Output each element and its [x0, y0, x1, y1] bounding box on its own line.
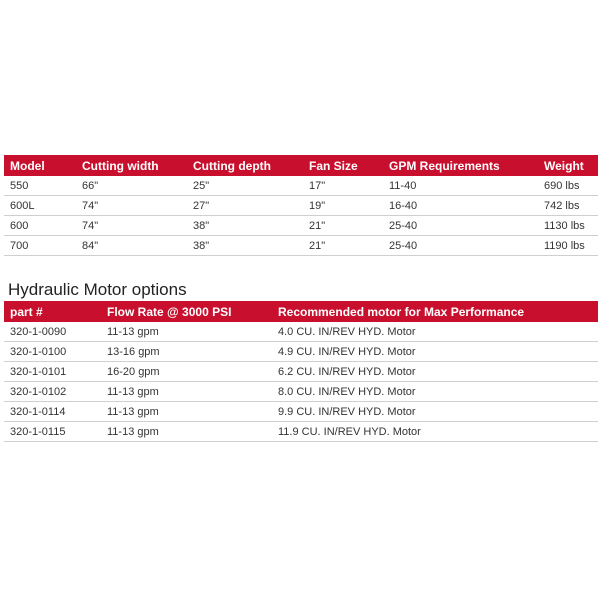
recommended-motor-cell: 8.0 CU. IN/REV HYD. Motor [278, 385, 416, 398]
table-row [4, 362, 598, 382]
part-number-cell: 320-1-0102 [10, 385, 67, 398]
cutting-width-cell: 74" [82, 219, 99, 232]
cutting-depth-cell: 27" [193, 199, 210, 212]
model-cell: 700 [10, 239, 29, 252]
gpm-cell: 25-40 [389, 219, 418, 232]
part-number-cell: 320-1-0090 [10, 325, 67, 338]
part-number-cell: 320-1-0115 [10, 425, 66, 438]
flow-rate-cell: 11-13 gpm [107, 405, 159, 418]
weight-cell: 690 lbs [544, 179, 580, 192]
header-weight: Weight [544, 158, 584, 173]
fan-size-cell: 21" [309, 219, 326, 232]
recommended-motor-cell: 11.9 CU. IN/REV HYD. Motor [278, 425, 421, 438]
flow-rate-cell: 11-13 gpm [107, 325, 159, 338]
gpm-cell: 11-40 [389, 179, 417, 192]
section-title: Hydraulic Motor options [8, 280, 187, 299]
motor-table [4, 301, 598, 442]
table-row [4, 342, 598, 362]
recommended-motor-cell: 9.9 CU. IN/REV HYD. Motor [278, 405, 416, 418]
weight-cell: 1190 lbs [544, 239, 585, 252]
flow-rate-cell: 11-13 gpm [107, 385, 159, 398]
recommended-motor-cell: 6.2 CU. IN/REV HYD. Motor [278, 365, 416, 378]
motor-table-header [4, 301, 598, 322]
header-part-number: part # [10, 304, 43, 319]
gpm-cell: 16-40 [389, 199, 418, 212]
header-gpm-requirements: GPM Requirements [389, 158, 500, 173]
cutting-width-cell: 74" [82, 199, 99, 212]
gpm-cell: 25-40 [389, 239, 418, 252]
weight-cell: 1130 lbs [544, 219, 585, 232]
weight-cell: 742 lbs [544, 199, 580, 212]
flow-rate-cell: 13-16 gpm [107, 345, 160, 358]
table-row [4, 216, 598, 236]
table-row [4, 382, 598, 402]
table-row [4, 402, 598, 422]
cutting-width-cell: 84" [82, 239, 99, 252]
model-cell: 550 [10, 179, 29, 192]
flow-rate-cell: 11-13 gpm [107, 425, 159, 438]
table-row [4, 322, 598, 342]
spec-table [4, 155, 598, 256]
cutting-depth-cell: 25" [193, 179, 210, 192]
part-number-cell: 320-1-0100 [10, 345, 67, 358]
header-cutting-depth: Cutting depth [193, 158, 271, 173]
flow-rate-cell: 16-20 gpm [107, 365, 160, 378]
part-number-cell: 320-1-0114 [10, 405, 66, 418]
part-number-cell: 320-1-0101 [10, 365, 67, 378]
fan-size-cell: 21" [309, 239, 326, 252]
fan-size-cell: 17" [309, 179, 326, 192]
header-flow-rate: Flow Rate @ 3000 PSI [107, 304, 232, 319]
table-row [4, 176, 598, 196]
recommended-motor-cell: 4.0 CU. IN/REV HYD. Motor [278, 325, 416, 338]
header-model: Model [10, 158, 45, 173]
header-recommended-motor: Recommended motor for Max Performance [278, 304, 525, 319]
table-row [4, 196, 598, 216]
recommended-motor-cell: 4.9 CU. IN/REV HYD. Motor [278, 345, 416, 358]
header-fan-size: Fan Size [309, 158, 358, 173]
table-row [4, 422, 598, 442]
header-cutting-width: Cutting width [82, 158, 159, 173]
model-cell: 600L [10, 199, 35, 212]
table-row [4, 236, 598, 256]
cutting-depth-cell: 38" [193, 219, 210, 232]
hydraulic-motor-section [4, 279, 598, 442]
cutting-width-cell: 66" [82, 179, 99, 192]
model-cell: 600 [10, 219, 29, 232]
cutting-depth-cell: 38" [193, 239, 210, 252]
fan-size-cell: 19" [309, 199, 326, 212]
spec-table-header [4, 155, 598, 176]
